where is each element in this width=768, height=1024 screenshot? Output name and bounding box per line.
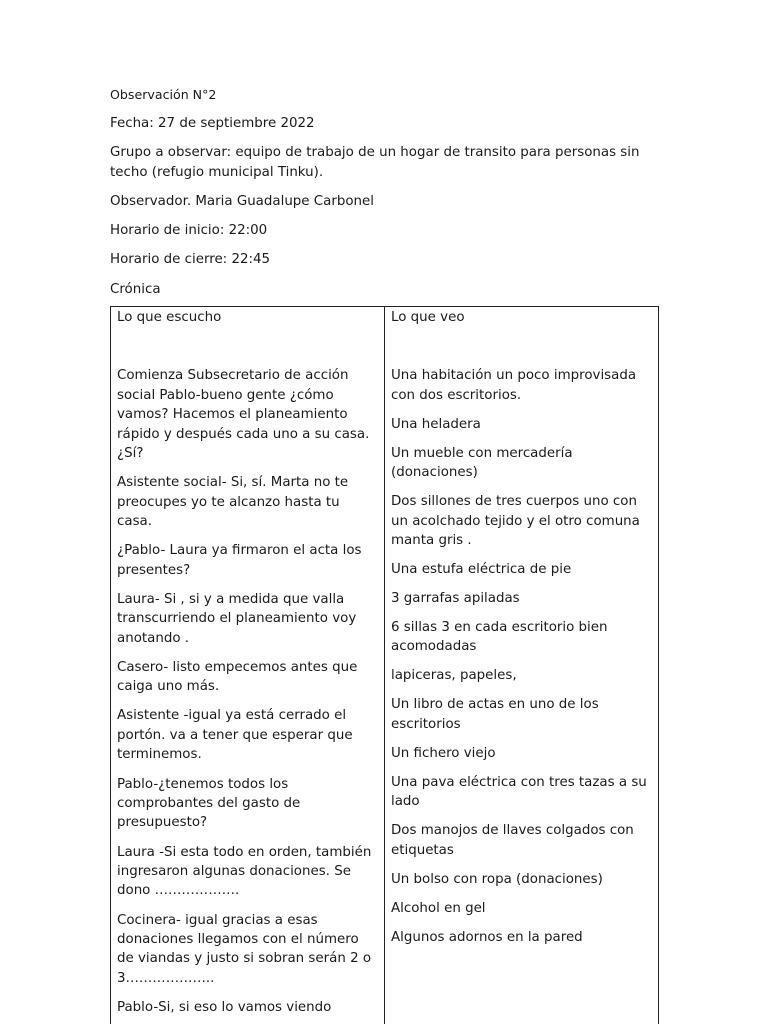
dialogue-line: Laura -Si esta todo en orden, también ingresaron algunas donaciones. Se dono ………………. bbox=[117, 844, 372, 899]
section-heading: Crónica bbox=[110, 281, 161, 297]
dialogue-line: Pablo-Si, si eso lo vamos viendo bbox=[117, 999, 332, 1015]
listen-column-cell bbox=[111, 327, 385, 1024]
observation-item: Un bolso con ropa (donaciones) bbox=[391, 871, 603, 887]
observation-item: Alcohol en gel bbox=[391, 900, 486, 916]
observation-item: Dos sillones de tres cuerpos uno con un acolchado tejido y el otro comuna manta gris . bbox=[391, 494, 640, 549]
dialogue-line: Laura- Si , si y a medida que valla transcurriendo el planeamiento voy anotando . bbox=[117, 591, 357, 646]
dialogue-line: Asistente -igual ya está cerrado el portón. va a tener que esperar que terminemos. bbox=[117, 708, 353, 763]
dialogue-line: Asistente social- Si, sí. Marta no te preocupes yo te alcanzo hasta tu casa. bbox=[117, 475, 349, 530]
observation-item: Un libro de actas en uno de los escritorios bbox=[391, 697, 599, 732]
dialogue-line: Casero- listo empecemos antes que caiga uno más. bbox=[117, 659, 358, 695]
chronicle-table bbox=[110, 306, 659, 1024]
observer-name: Observador. Maria Guadalupe Carbonel bbox=[110, 194, 374, 210]
dialogue-line: Comienza Subsecretario de acción social Pablo-bueno gente ¿cómo vamos? Hacemos el planeamiento rápido y después cada uno a su casa. ¿Sí? bbox=[117, 368, 370, 462]
observation-group: Grupo a observar: equipo de trabajo de un hogar de transito para personas sin techo (refugio municipal Tinku). bbox=[110, 145, 640, 180]
table-row bbox=[111, 327, 659, 1024]
observation-date: Fecha: 27 de septiembre 2022 bbox=[110, 116, 315, 132]
table-header-row bbox=[111, 307, 659, 328]
observation-item: lapiceras, papeles, bbox=[391, 668, 517, 684]
observation-item: Algunos adornos en la pared bbox=[391, 929, 583, 945]
dialogue-line: Cocinera- igual gracias a esas donaciones llegamos con el número de viandas y justo si sobran serán 2 o 3……………….. bbox=[117, 912, 372, 986]
column-header-see: Lo que veo bbox=[385, 307, 659, 328]
see-list bbox=[391, 327, 652, 947]
column-header-listen: Lo que escucho bbox=[111, 307, 385, 328]
listen-list bbox=[117, 327, 378, 1017]
observation-item: Un mueble con mercadería (donaciones) bbox=[391, 445, 573, 481]
observation-item: Una habitación un poco improvisada con dos escritorios. bbox=[391, 368, 637, 403]
observation-item: Una estufa eléctrica de pie bbox=[391, 562, 572, 578]
observation-item: 3 garrafas apiladas bbox=[391, 591, 520, 607]
see-column-cell bbox=[385, 327, 659, 1024]
observation-item: Una heladera bbox=[391, 416, 481, 432]
dialogue-line: ¿Pablo- Laura ya firmaron el acta los presentes? bbox=[117, 543, 362, 578]
document-header bbox=[110, 85, 670, 309]
dialogue-line: Pablo-¿tenemos todos los comprobantes del gasto de presupuesto? bbox=[117, 776, 301, 831]
observation-item: Dos manojos de llaves colgados con etiquetas bbox=[391, 823, 634, 858]
observation-item: Un fichero viejo bbox=[391, 745, 496, 761]
end-time: Horario de cierre: 22:45 bbox=[110, 252, 271, 268]
start-time: Horario de inicio: 22:00 bbox=[110, 223, 268, 239]
observation-item: Una pava eléctrica con tres tazas a su lado bbox=[391, 774, 647, 810]
observation-item: 6 sillas 3 en cada escritorio bien acomodadas bbox=[391, 620, 608, 655]
observation-title: Observación N°2 bbox=[110, 87, 217, 102]
